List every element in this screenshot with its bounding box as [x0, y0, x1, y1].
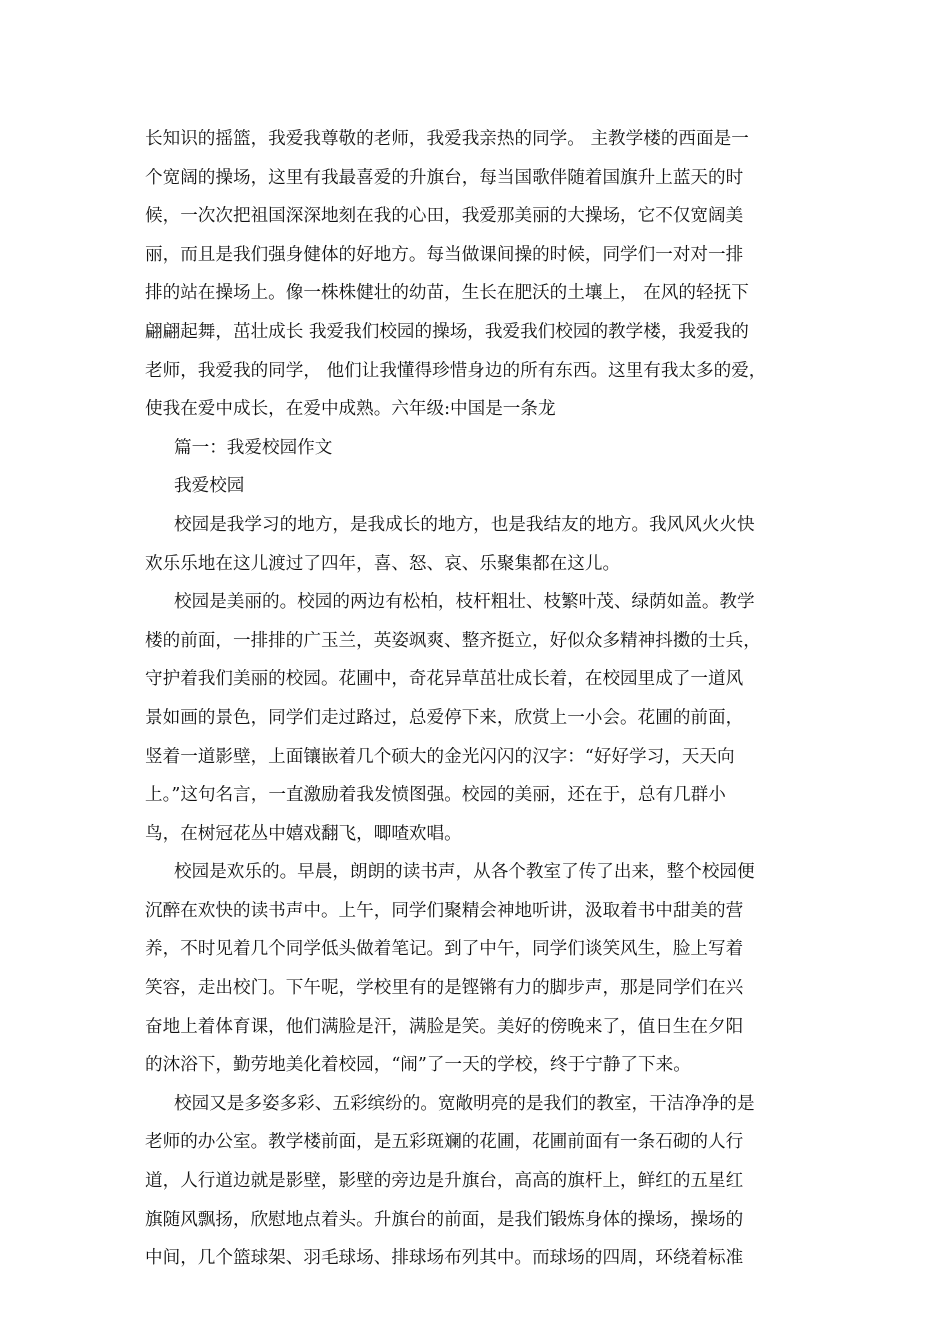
text-line: 校园是欢乐的。早晨，朗朗的读书声，从各个教室了传了出来，整个校园便 — [174, 862, 755, 883]
text-line: 老师的办公室。教学楼前面，是五彩斑斓的花圃，花圃前面有一条石砌的人行 — [145, 1132, 744, 1153]
text-line: 楼的前面，一排排的广玉兰，英姿飒爽、整齐挺立，好似众多精神抖擞的士兵， — [145, 630, 761, 651]
text-line: 丽，而且是我们强身健体的好地方。每当做课间操的时候，同学们一对对一排 — [145, 244, 744, 265]
text-line: 我爱校园 — [174, 476, 245, 497]
text-line: 校园是我学习的地方，是我成长的地方，也是我结友的地方。我风风火火快 — [174, 514, 755, 535]
text-line: 道，人行道边就是影壁，影壁的旁边是升旗台，高高的旗杆上，鲜红的五星红 — [145, 1171, 744, 1192]
text-line: 候，一次次把祖国深深地刻在我的心田，我爱那美丽的大操场，它不仅宽阔美 — [145, 206, 744, 227]
text-line: 欢乐乐地在这儿渡过了四年，喜、怒、哀、乐聚集都在这儿。 — [145, 553, 621, 574]
text-line: 中间，几个篮球架、羽毛球场、排球场布列其中。而球场的四周，环绕着标准 — [145, 1248, 744, 1269]
text-line: 的沐浴下，勤劳地美化着校园，“闹”了一天的学校，终于宁静了下来。 — [145, 1055, 691, 1076]
text-line: 上。”这句名言，一直激励着我发愤图强。校园的美丽，还在于，总有几群小 — [145, 785, 726, 806]
text-line: 养，不时见着几个同学低头做着笔记。到了中午，同学们谈笑风生，脸上写着 — [145, 939, 744, 960]
text-line: 老师，我爱我的同学， 他们让我懂得珍惜身边的所有东西。这里有我太多的爱， — [145, 360, 767, 381]
text-line: 长知识的摇篮，我爱我尊敬的老师，我爱我亲热的同学。 主教学楼的西面是一 — [145, 129, 749, 149]
text-line: 笑容，走出校门。下午呢，学校里有的是铿锵有力的脚步声，那是同学们在兴 — [145, 978, 744, 999]
text-line: 景如画的景色，同学们走过路过，总爱停下来，欣赏上一小会。花圃的前面， — [145, 707, 744, 728]
text-line: 个宽阔的操场，这里有我最喜爱的升旗台，每当国歌伴随着国旗升上蓝天的时 — [145, 167, 744, 188]
text-line: 校园是美丽的。校园的两边有松柏，枝杆粗壮、枝繁叶茂、绿荫如盖。教学 — [174, 592, 755, 613]
document-body — [145, 120, 813, 1278]
text-line: 校园又是多姿多彩、五彩缤纷的。宽敞明亮的是我们的教室，干洁净净的是 — [174, 1093, 755, 1114]
text-line: 鸟，在树冠花丛中嬉戏翻飞，唧喳欢唱。 — [145, 823, 462, 844]
text-line: 排的站在操场上。像一株株健壮的幼苗，生长在肥沃的土壤上， 在风的轻抚下 — [145, 283, 749, 304]
text-line: 使我在爱中成长，在爱中成熟。六年级:中国是一条龙 — [145, 399, 556, 420]
text-line: 奋地上着体育课，他们满脸是汗，满脸是笑。美好的傍晚来了，值日生在夕阳 — [145, 1016, 744, 1037]
text-line: 沉醉在欢快的读书声中。上午，同学们聚精会神地听讲，汲取着书中甜美的营 — [145, 900, 744, 921]
text-line: 篇一：我爱校园作文 — [174, 437, 333, 458]
text-line: 翩翩起舞，茁壮成长 我爱我们校园的操场，我爱我们校园的教学楼，我爱我的 — [145, 321, 749, 342]
text-line: 竖着一道影壁，上面镶嵌着几个硕大的金光闪闪的汉字：“好好学习，天天向 — [145, 746, 735, 767]
text-line: 旗随风飘扬，欣慰地点着头。升旗台的前面，是我们锻炼身体的操场，操场的 — [145, 1209, 744, 1230]
text-line: 守护着我们美丽的校园。花圃中，奇花异草茁壮成长着，在校园里成了一道风 — [145, 669, 744, 690]
